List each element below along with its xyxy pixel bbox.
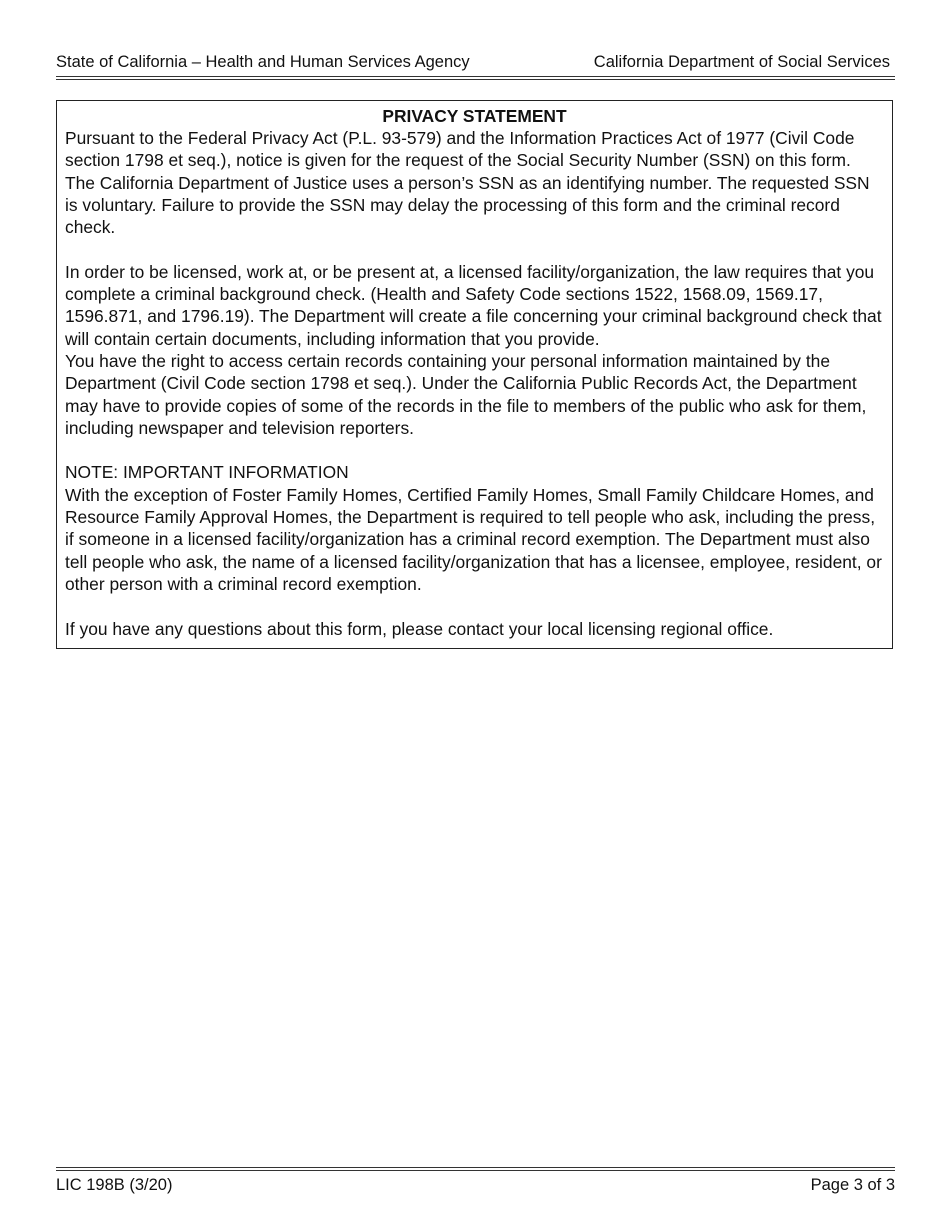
page-number: Page 3 of 3	[810, 1176, 895, 1194]
department-name: California Department of Social Services	[593, 53, 890, 71]
note-heading: NOTE: IMPORTANT INFORMATION	[65, 462, 349, 483]
privacy-paragraph-ssn: Pursuant to the Federal Privacy Act (P.L. 93-579) and the Information Practices Act of 1977 (Civil Code section 1798 et seq.), notice is given for the request of the Social Security Number (SSN) on this form. The California Department of Justice uses a person’s SSN as an identifying number. The requested SSN is voluntary. Failure to provide the SSN may delay the processing of this form and the criminal record check.	[65, 128, 870, 238]
header-divider	[56, 76, 895, 80]
privacy-statement-box	[56, 100, 893, 649]
form-id: LIC 198B (3/20)	[56, 1176, 173, 1194]
page-header	[56, 52, 890, 72]
paragraph-spacer	[65, 595, 884, 617]
footer-divider	[56, 1167, 895, 1171]
agency-name: State of California – Health and Human Services Agency	[56, 53, 470, 71]
paragraph-spacer	[65, 439, 884, 461]
privacy-paragraph-exemption: With the exception of Foster Family Homes, Certified Family Homes, Small Family Childcare Homes, and Resource Family Approval Homes, the Department is required to tell people who ask, including the press, if someone in a licensed facility/organization has a criminal record exemption. The Department must also tell people who ask, the name of a licensed facility/organization that has a licensee, employee, resident, or other person with a criminal record exemption.	[65, 484, 882, 594]
privacy-paragraph-background-check: In order to be licensed, work at, or be present at, a licensed facility/organization, the law requires that you complete a criminal background check. (Health and Safety Code sections 1522, 1568.09, 1569.17, 1596.871, and 1796.19). The Department will create a file concerning your criminal background check that will contain certain documents, including information that you provide.	[65, 261, 882, 349]
page-footer	[56, 1175, 895, 1195]
privacy-paragraph-contact: If you have any questions about this form, please contact your local licensing regional office.	[65, 618, 774, 639]
paragraph-spacer	[65, 238, 884, 260]
privacy-paragraph-access-rights: You have the right to access certain records containing your personal information maintained by the Department (Civil Code section 1798 et seq.). Under the California Public Records Act, the Department may have to provide copies of some of the records in the file to members of the public who ask for them, including newspaper and television reporters.	[65, 350, 867, 438]
privacy-statement-title: PRIVACY STATEMENT	[382, 106, 567, 126]
